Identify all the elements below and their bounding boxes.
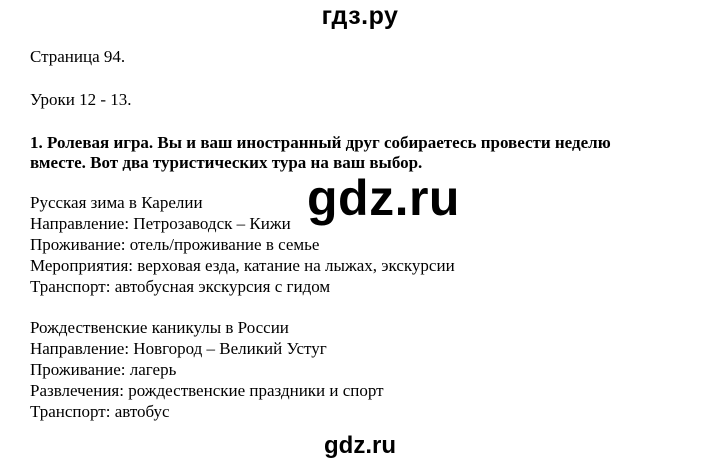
- tour-2-entertainment: Развлечения: рождественские праздники и спорт: [30, 381, 384, 400]
- tour-1-name: Русская зима в Карелии: [30, 193, 203, 212]
- task-title-line-2: вместе. Вот два туристических тура на ваш выбор.: [30, 153, 423, 172]
- tour-2-destination: Направление: Новгород – Великий Устуг: [30, 339, 327, 358]
- tour-1-transport: Транспорт: автобусная экскурсия с гидом: [30, 277, 331, 296]
- site-logo: гдз.ру: [321, 2, 399, 30]
- watermark-bottom: gdz.ru: [324, 432, 396, 459]
- tour-2-name: Рождественские каникулы в России: [30, 318, 289, 337]
- page-number: Страница 94.: [30, 47, 126, 66]
- tour-2-transport: Транспорт: автобус: [30, 402, 170, 421]
- lessons-label: Уроки 12 - 13.: [30, 90, 132, 109]
- watermark-center: gdz.ru: [307, 170, 460, 226]
- tour-1-destination: Направление: Петрозаводск – Кижи: [30, 214, 291, 233]
- tour-1-accommodation: Проживание: отель/проживание в семье: [30, 235, 320, 254]
- tour-1-activities: Мероприятия: верховая езда, катание на лыжах, экскурсии: [30, 256, 455, 275]
- tour-2-accommodation: Проживание: лагерь: [30, 360, 177, 379]
- task-title-line-1: 1. Ролевая игра. Вы и ваш иностранный друг собираетесь провести неделю: [30, 133, 611, 152]
